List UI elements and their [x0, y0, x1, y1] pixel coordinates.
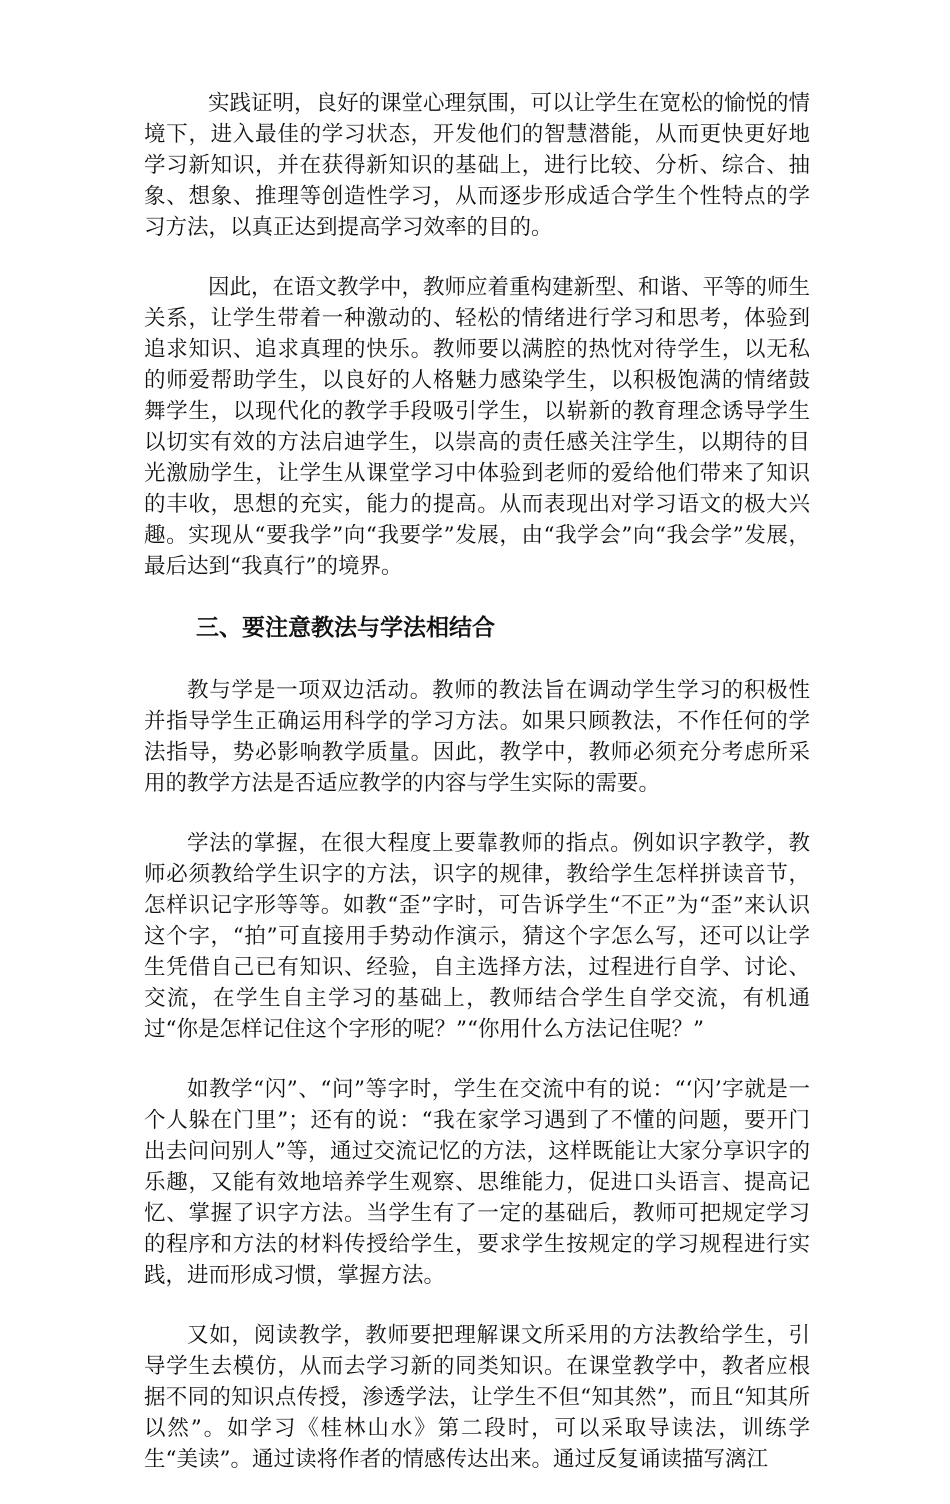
paragraph-character-examples: 如教学“闪”、“问”等字时，学生在交流中有的说：“‘闪’字就是一个人躲在门里”；还有的说：“我在家学习遇到了不懂的问题，要开门出去问问别人”等，通过交流记忆的方法，这样既能让大家分享识字的乐趣，又能有效地培养学生观察、思维能力，促进口头语言、提高记忆、掌握了识字方法。当学生有了一定的基础后，教师可把规定学习的程序和方法的材料传授给学生，要求学生按规定的学习规程进行实践，进而形成习惯，掌握方法。 [144, 1077, 810, 1288]
paragraph-literacy-methods: 学法的掌握，在很大程度上要靠教师的指点。例如识字教学，教师必须教给学生识字的方法，识字的规律，教给学生怎样拼读音节，怎样识记字形等等。如教“歪”字时，可告诉学生“不正”为“歪”来认识这个字，“拍”可直接用手势动作演示，猜这个字怎么写，还可以让学生凭借自己已有知识、经验，自主选择方法，过程进行自学、讨论、交流，在学生自主学习的基础上，教师结合学生自学交流，有机通过“你是怎样记住这个字形的呢？”“你用什么方法记住呢？” [144, 831, 810, 1042]
document-body [144, 88, 810, 1504]
section-heading: 三、要注意教法与学法相结合 [196, 615, 495, 641]
paragraph-classroom-atmosphere: 实践证明，良好的课堂心理氛围，可以让学生在宽松的愉悦的情境下，进入最佳的学习状态，开发他们的智慧潜能，从而更快更好地学习新知识，并在获得新知识的基础上，进行比较、分析、综合、抽象、想象、推理等创造性学习，从而逐步形成适合学生个性特点的学习方法，以真正达到提高学习效率的目的。 [144, 91, 811, 240]
paragraph-teacher-student-relations: 因此，在语文教学中，教师应着重构建新型、和谐、平等的师生关系，让学生带着一种激动的、轻松的情绪进行学习和思考，体验到追求知识、追求真理的快乐。教师要以满腔的热忱对待学生，以无私的师爱帮助学生，以良好的人格魅力感染学生，以积极饱满的情绪鼓舞学生，以现代化的教学手段吸引学生，以崭新的教育理念诱导学生以切实有效的方法启迪学生，以崇高的责任感关注学生，以期待的目光激励学生，让学生从课堂学习中体验到老师的爱给他们带来了知识的丰收，思想的充实，能力的提高。从而表现出对学习语文的极大兴趣。实现从“要我学”向“我要学”发展，由“我学会”向“我会学”发展，最后达到“我真行”的境界。 [144, 275, 811, 579]
paragraph-reading-instruction: 又如，阅读教学，教师要把理解课文所采用的方法教给学生，引导学生去模仿，从而去学习新的同类知识。在课堂教学中，教者应根据不同的知识点传授，渗透学法，让学生不但“知其然”，而且“知其所以然”。如学习《桂林山水》第二段时，可以采取导读法，训练学生“美读”。通过读将作者的情感传达出来。通过反复诵读描写漓江 [144, 1323, 810, 1472]
paragraph-teaching-and-learning: 教与学是一项双边活动。教师的教法旨在调动学生学习的积极性并指导学生正确运用科学的学习方法。如果只顾教法，不作任何的学法指导，势必影响教学质量。因此，教学中，教师必须充分考虑所采用的教学方法是否适应教学的内容与学生实际的需要。 [144, 678, 810, 796]
